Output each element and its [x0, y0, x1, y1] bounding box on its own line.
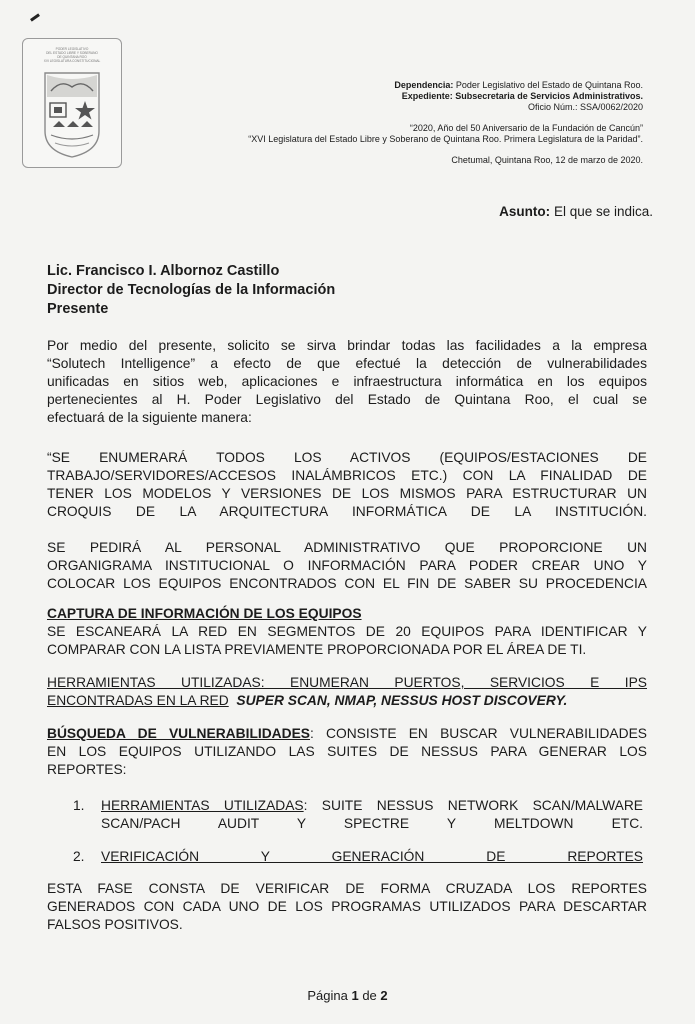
addressee-presente: Presente: [47, 301, 109, 317]
pen-mark: [30, 13, 40, 21]
addressee-title: Director de Tecnologías de la Información: [47, 282, 336, 298]
letter-header: [123, 80, 643, 166]
coat-of-arms-icon: [23, 39, 121, 167]
seal-text: PODER LEGISLATIVO DEL ESTADO LIBRE Y SOBERANO DE QUINTANA ROO XVI LEGISLATURA CONSTITUCIONAL: [43, 47, 101, 63]
addressee-name: Lic. Francisco I. Albornoz Castillo: [47, 263, 280, 279]
captura-heading: CAPTURA DE INFORMACIÓN DE LOS EQUIPOS: [47, 606, 362, 621]
document-page: PODER LEGISLATIVO DEL ESTADO LIBRE Y SOBERANO DE QUINTANA ROO XVI LEGISLATURA CONSTITUCIONAL Dependencia: Poder Legislativo del Estado de Quintana Roo. Expediente: Subsecretaria de Servicios Administrativos. Oficio Núm.: SSA/0062/2020 “2020, Año del 50 Aniversario de la Fundación de Cancún” “XVI Legislatura del Estado Libre y Soberano de Quintana Roo. Primera Legislatura de la Paridad”. Chetumal, Quintana Roo, 12 de marzo de 2020. Asunto: El que se indica. Lic. Francisco I. Albornoz Castillo Director de Tecnologías de la Información Presente Por medio del presente, solicito se sirva brindar todas las facilidades a la empresa “Solutech Intelligence” a efecto de que efectué la detección de vulnerabilidades unificadas en sitios web, aplicaciones e infraestructura informática en los equipos pertenecientes al H. Poder Legislativo del Estado de Quintana Roo, el cual se efectuará de la siguiente manera: “SE ENUMERARÁ TODOS LOS ACTIVOS (EQUIPOS/ESTACIONES DE TRABAJO/SERVIDORES/ACCESOS INALÁMBRICOS ETC.) CON LA FINALIDAD DE TENER LOS MODELOS Y VERSIONES DE LOS MISMOS PARA ESTRUCTURAR UN CROQUIS DE LA ARQUITECTURA INFORMÁTICA DE LA INSTITUCIÓN. SE PEDIRÁ AL PERSONAL ADMINISTRATIVO QUE PROPORCIONE UN ORGANIGRAMA INSTITUCIONAL O INFORMACIÓN PARA PODER CREAR UNO Y COLOCAR LOS EQUIPOS ENCONTRADOS CON EL FIN DE SABER SU PROCEDENCIA CAPTURA DE INFORMACIÓN DE LOS EQUIPOS SE ESCANEARÁ LA RED EN SEGMENTOS DE 20 EQUIPOS PARA IDENTIFICAR Y COMPARAR CON LA LISTA PREVIAMENTE PROPORCIONADA POR EL ÁREA DE TI. HERRAMIENTAS UTILIZADAS: ENUMERAN PUERTOS, SERVICIOS E IPS ENCONTRADAS EN LA RED SUPER SCAN, NMAP, NESSUS HOST DISCOVERY. BÚSQUEDA DE VULNERABILIDADES: CONSISTE EN BUSCAR VULNERABILIDADES EN LOS EQUIPOS UTILIZANDO LAS SUITES DE NESSUS PARA GENERAR LOS REPORTES: 1. HERRAMIENTAS UTILIZADAS: SUITE NESSUS NETWORK SCAN/MALWARE SCAN/PACH AUDIT Y SPECTRE Y MELTDOWN ETC. 2. VERIFICACIÓN Y GENERACIÓN DE REPORTES ESTA FASE CONSTA DE VERIFICAR DE FORMA CRUZADA LOS REPORTES GENERADOS CON CADA UNO DE LOS PROGRAMAS UTILIZADOS PARA DESCARTAR FALSOS POSITIVOS. Página 1 de 2: [0, 0, 695, 1024]
dependencia-line: Dependencia: Poder Legislativo del Estado de Quintana Roo.: [394, 80, 643, 90]
busqueda-heading: BÚSQUEDA DE VULNERABILIDADES: [47, 726, 311, 741]
asunto-line: Asunto: El que se indica.: [499, 204, 653, 219]
expediente-line: Expediente: Subsecretaria de Servicios Administrativos.: [401, 91, 643, 101]
motto-line-1: “2020, Año del 50 Aniversario de la Fundación de Cancún”: [409, 123, 643, 133]
legislature-seal: [22, 38, 122, 168]
page-number: Página 1 de 2: [307, 988, 388, 1003]
oficio-number: Oficio Núm.: SSA/0062/2020: [527, 102, 643, 112]
motto-line-2: “XVI Legislatura del Estado Libre y Soberano de Quintana Roo. Primera Legislatura de la Paridad”.: [248, 134, 643, 144]
tool-list: SUPER SCAN, NMAP, NESSUS HOST DISCOVERY.: [236, 693, 568, 708]
addressee-block: [47, 262, 335, 319]
place-date: Chetumal, Quintana Roo, 12 de marzo de 2020.: [451, 155, 643, 165]
